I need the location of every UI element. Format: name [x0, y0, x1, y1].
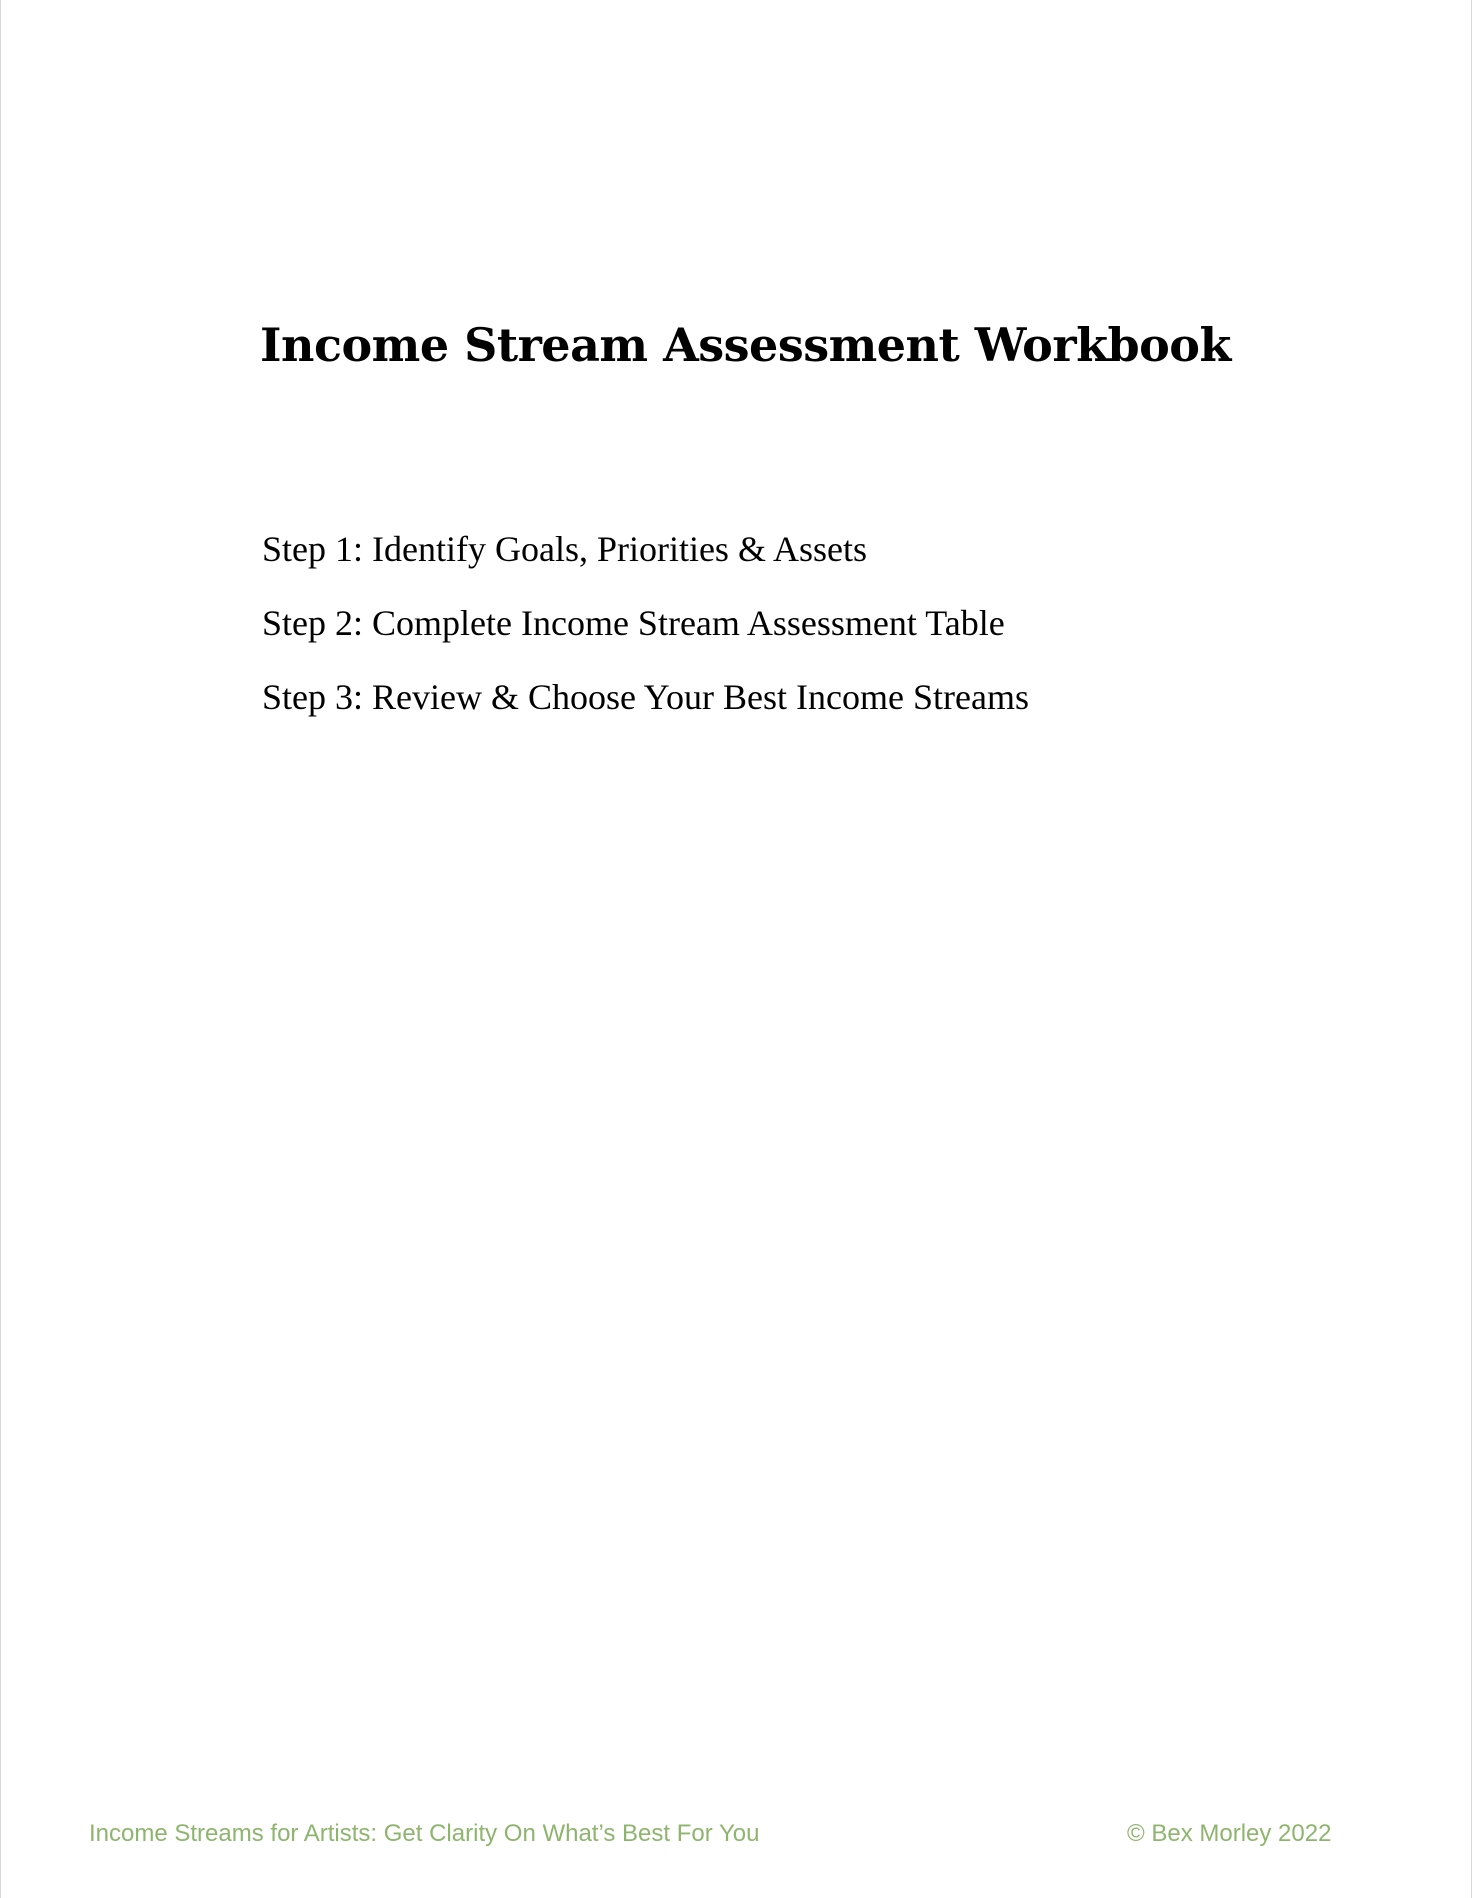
steps-list — [262, 512, 1029, 734]
step-item-1: Step 1: Identify Goals, Priorities & Assets — [262, 529, 867, 569]
footer-book-title: Income Streams for Artists: Get Clarity On What’s Best For You — [89, 1820, 760, 1847]
step-item-2: Step 2: Complete Income Stream Assessment Table — [262, 603, 1005, 643]
step-item-3: Step 3: Review & Choose Your Best Income Streams — [262, 677, 1029, 717]
page-title: Income Stream Assessment Workbook — [260, 318, 1231, 372]
footer-copyright: © Bex Morley 2022 — [1127, 1820, 1332, 1847]
